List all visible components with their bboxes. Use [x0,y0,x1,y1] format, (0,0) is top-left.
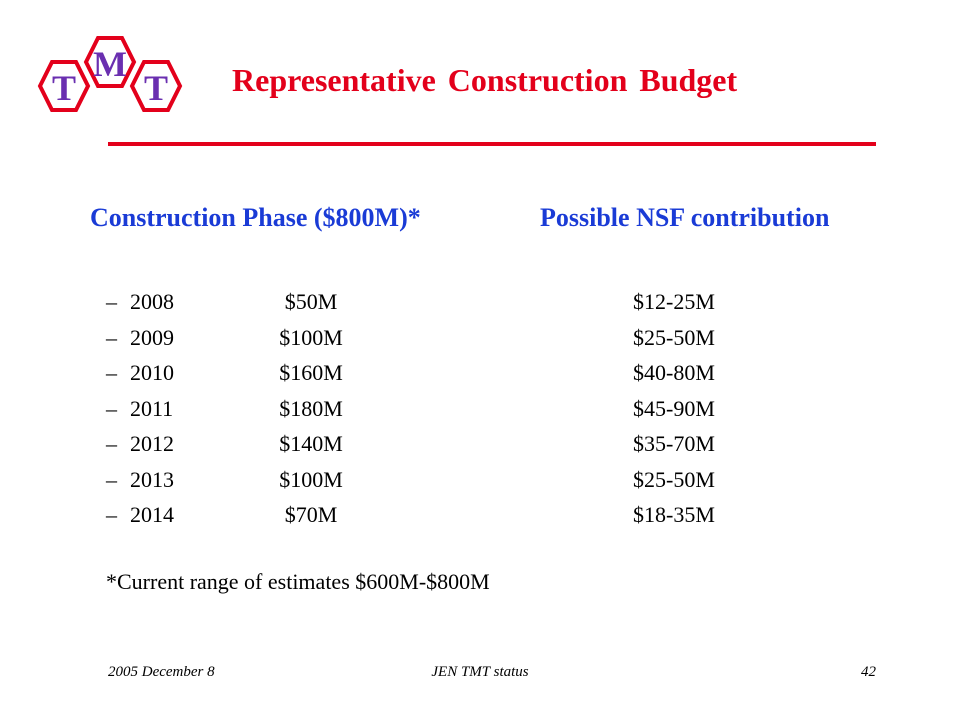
budget-row [106,462,806,498]
logo-letter-t-right: T [143,68,169,108]
estimate-footnote: *Current range of estimates $600M-$800M [106,569,490,594]
bullet-dash: – [106,466,117,492]
row-nsf: $25-50M [633,466,715,492]
page-number: 42 [861,664,876,680]
bullet-dash: – [106,289,117,314]
row-year: 2008 [130,289,174,314]
nsf-contribution-header: Possible NSF contribution [540,203,830,232]
budget-row [106,355,806,391]
row-year: 2011 [130,395,174,421]
row-cost: $160M [279,360,343,385]
budget-table [106,284,806,533]
bullet-dash: – [106,360,117,385]
footer-title: JEN TMT status [431,664,529,680]
title-underline [108,142,876,146]
row-cost: $100M [279,324,343,350]
row-year: 2010 [130,360,174,385]
budget-row [106,284,806,320]
row-nsf: $18-35M [633,502,715,527]
row-cost: $70M [284,502,338,527]
budget-row [106,497,806,533]
slide-title: Representative Construction Budget [232,62,738,98]
row-nsf: $45-90M [633,395,715,421]
budget-row [106,391,806,427]
row-nsf: $35-70M [633,431,715,456]
row-nsf: $12-25M [633,289,715,314]
tmt-logo [30,36,190,130]
row-year: 2012 [130,431,174,456]
construction-phase-header: Construction Phase ($800M)* [90,203,421,232]
bullet-dash: – [106,324,117,350]
budget-row [106,426,806,462]
row-nsf: $40-80M [633,360,715,385]
footer-date: 2005 December 8 [108,664,215,680]
bullet-dash: – [106,431,117,456]
bullet-dash: – [106,395,117,421]
row-year: 2014 [130,502,174,527]
row-nsf: $25-50M [633,324,715,350]
row-year: 2009 [130,324,174,350]
row-cost: $180M [279,395,343,421]
logo-letter-m: M [93,44,127,84]
budget-row [106,320,806,356]
bullet-dash: – [106,502,117,527]
row-cost: $100M [279,466,343,492]
logo-letter-t-left: T [51,68,77,108]
row-year: 2013 [130,466,174,492]
row-cost: $140M [279,431,343,456]
row-cost: $50M [284,289,338,314]
